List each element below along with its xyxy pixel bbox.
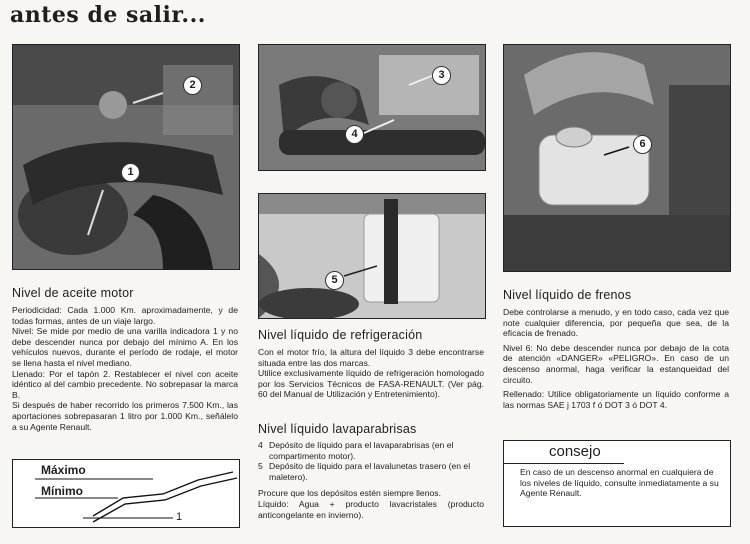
washer-heading: Nivel líquido lavaparabrisas [258,422,417,436]
brake-p1: Debe controlarse a menudo, y en todo caso, cada vez que note cualquier diferencia, por pequeña que sea, de la eficacia de frenado. [503,307,729,339]
washer-p2: Líquido: Agua + producto lavacristales (producto anticongelante en invierno). [258,498,484,520]
coolant-section [258,328,484,400]
callout-2: 2 [183,76,202,95]
brake-fluid-photo [503,44,731,272]
brake-p2: Nivel 6: No debe descender nunca por debajo de la cota de atención «DANGER» «PELIGRO». En caso de un descenso anormal, haga verificar la estanqueidad del circuito. [503,342,729,385]
coolant-photo [258,44,486,171]
brake-section [503,288,729,410]
oil-heading: Nivel de aceite motor [12,286,134,300]
callout-3: 3 [432,66,451,85]
consejo-text: En caso de un descenso anormal en cualquiera de los niveles de líquido, consulte inmediatamente a su Agente Renault. [520,467,719,499]
oil-llenado: Llenado: Por el tapón 2. Restablecer el nivel con aceite idéntico al del cambio precedente. No sobrepasar la marca B. [12,368,238,400]
engine-oil-photo [12,44,240,270]
consejo-title: consejo [549,443,601,460]
callout-4: 4 [345,125,364,144]
dipstick-max-label: Máximo [41,463,86,477]
oil-section [12,286,238,432]
oil-note: Si después de haber recorrido los primeros 7.500 Km., las aportaciones sobrepasaran 1 litro por 1.000 Km., señálelo a su Agente Renault. [12,400,238,432]
washer-photo [258,193,486,319]
consejo-box [503,440,731,527]
coolant-p1: Con el motor frío, la altura del líquido 3 debe encontrarse situada entre las dos marcas. [258,347,484,368]
brake-fluid-illustration [504,45,730,271]
list-item: 4 Depósito de líquido para el lavaparabrisas (en el compartimento motor). [258,440,454,461]
callout-5: 5 [325,271,344,290]
list-item: 5 Depósito de líquido para el lavalunetas trasero (en el maletero). [258,461,471,482]
coolant-heading: Nivel líquido de refrigeración [258,328,423,342]
callout-1: 1 [121,163,140,182]
coolant-p2: Utilice exclusivamente líquido de refrigeración homologado por los Servicios Técnicos de FASA-RENAULT. (Ver pág. 60 del Manual de Utilización y Entretenimiento). [258,368,484,400]
brake-p3: Rellenado: Utilice obligatoriamente un líquido conforme a las normas SAE j 1703 f ó DOT 3 ó DOT 4. [503,389,729,410]
consejo-divider [504,463,624,464]
page-title: antes de salir... [10,2,206,28]
dipstick-min-label: Mínimo [41,484,83,498]
oil-periodicidad: Periodicidad: Cada 1.000 Km. aproximadamente, y de todas formas, antes de un viaje largo. [12,305,238,326]
callout-6: 6 [633,135,652,154]
washer-list [258,440,484,482]
dipstick-diagram [12,459,240,528]
dipstick-ref: 1 [176,511,183,523]
oil-nivel: Nivel: Se mide por medio de una varilla indicadora 1 y no debe descender nunca por debajo del mínimo A. En los vehículos nuevos, durante el período de rodaje, el motor se llena hasta el nivel mediano. [12,326,238,368]
engine-oil-illustration [13,45,239,269]
washer-illustration [259,194,485,318]
washer-section [258,422,484,520]
washer-p1: Procure que los depósitos estén siempre llenos. [258,488,441,499]
brake-heading: Nivel líquido de frenos [503,288,632,302]
coolant-illustration [259,45,485,170]
